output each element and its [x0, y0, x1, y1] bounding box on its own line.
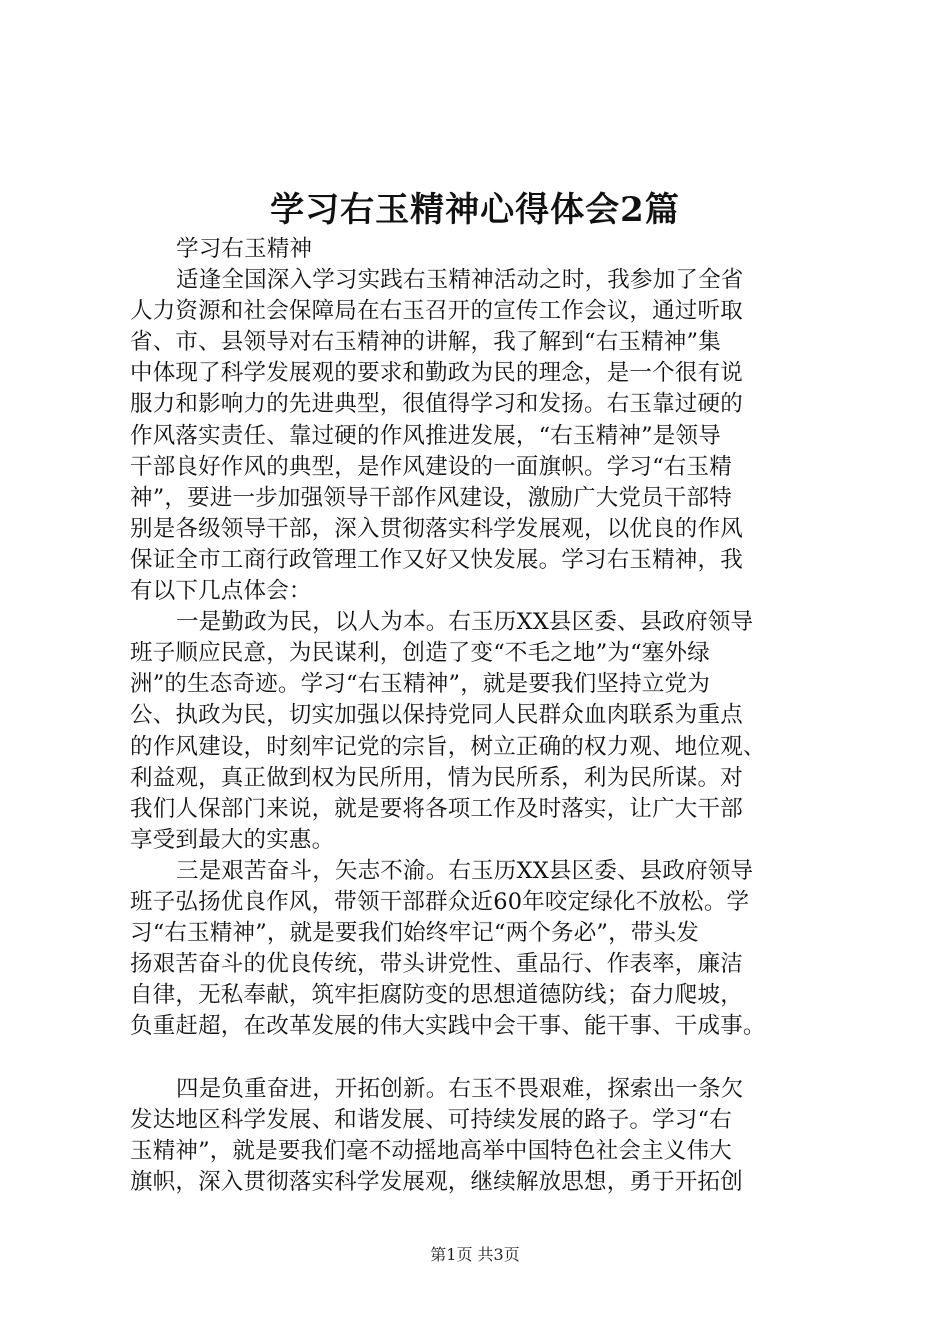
text-line: 我们人保部门来说，就是要将各项工作及时落实，让广大干部: [130, 795, 743, 822]
text-line: 公、执政为民，切实加强以保持党同人民群众血肉联系为重点: [130, 702, 743, 729]
text-line: 扬艰苦奋斗的优良传统，带头讲党性、重品行、作表率，廉洁: [130, 951, 743, 978]
text-line: 作风落实责任、靠过硬的作风推进发展，“右玉精神”是领导: [130, 422, 721, 449]
text-line: 适逢全国深入学习实践右玉精神活动之时，我参加了全省: [176, 267, 744, 294]
text-line: 班子弘扬优良作风，带领干部群众近60年咬定绿化不放松。学: [130, 888, 750, 915]
text-line: 有以下几点体会：: [130, 578, 312, 605]
text-line: 利益观，真正做到权为民所用，情为民所系，利为民所谋。对: [130, 764, 743, 791]
page-footer: 第1页 共3页: [430, 1245, 520, 1264]
text-line: 省、市、县领导对右玉精神的讲解，我了解到“右玉精神”集: [130, 329, 721, 356]
text-line: 负重赶超，在改革发展的伟大实践中会干事、能干事、干成事。: [130, 1013, 766, 1040]
text-line: 习“右玉精神”，就是要我们始终牢记“两个务必”，带头发: [130, 920, 699, 947]
text-line: 旗帜，深入贯彻落实科学发展观，继续解放思想，勇于开拓创: [130, 1168, 743, 1195]
document-body: [130, 234, 840, 1198]
text-line: 人力资源和社会保障局在右玉召开的宣传工作会议，通过听取: [130, 298, 743, 325]
text-line: 神”，要进一步加强领导干部作风建设，激励广大党员干部特: [130, 484, 732, 511]
text-line: 洲”的生态奇迹。学习“右玉精神”，就是要我们坚持立党为: [130, 671, 710, 698]
text-line: 发达地区科学发展、和谐发展、可持续发展的路子。学习“右: [130, 1106, 732, 1133]
document-title: 学习右玉精神心得体会2篇: [270, 190, 680, 230]
text-line: 中体现了科学发展观的要求和勤政为民的理念，是一个很有说: [130, 360, 743, 387]
text-line: 保证全市工商行政管理工作又好又快发展。学习右玉精神，我: [130, 546, 743, 573]
text-line: 班子顺应民意，为民谋利，创造了变“不毛之地”为“塞外绿: [130, 640, 710, 667]
text-line: 四是负重奋进，开拓创新。右玉不畏艰难，探索出一条欠: [176, 1075, 744, 1102]
text-line: 玉精神”，就是要我们毫不动摇地高举中国特色社会主义伟大: [130, 1137, 732, 1164]
text-line: 享受到最大的实惠。: [130, 826, 335, 853]
text-line: 的作风建设，时刻牢记党的宗旨，树立正确的权力观、地位观、: [130, 733, 766, 760]
text-line: 干部良好作风的典型，是作风建设的一面旗帜。学习“右玉精: [130, 453, 732, 480]
text-line: 一是勤政为民，以人为本。右玉历XX县区委、县政府领导: [176, 609, 754, 636]
blank-line: [130, 1042, 840, 1073]
text-line: 自律，无私奉献，筑牢拒腐防变的思想道德防线；奋力爬坡，: [130, 982, 743, 1009]
text-line: 别是各级领导干部，深入贯彻落实科学发展观，以优良的作风: [130, 515, 743, 542]
text-line: 三是艰苦奋斗，矢志不渝。右玉历XX县区委、县政府领导: [176, 857, 754, 884]
text-line: 服力和影响力的先进典型，很值得学习和发扬。右玉靠过硬的: [130, 391, 743, 418]
text-line: 学习右玉精神: [176, 236, 313, 262]
